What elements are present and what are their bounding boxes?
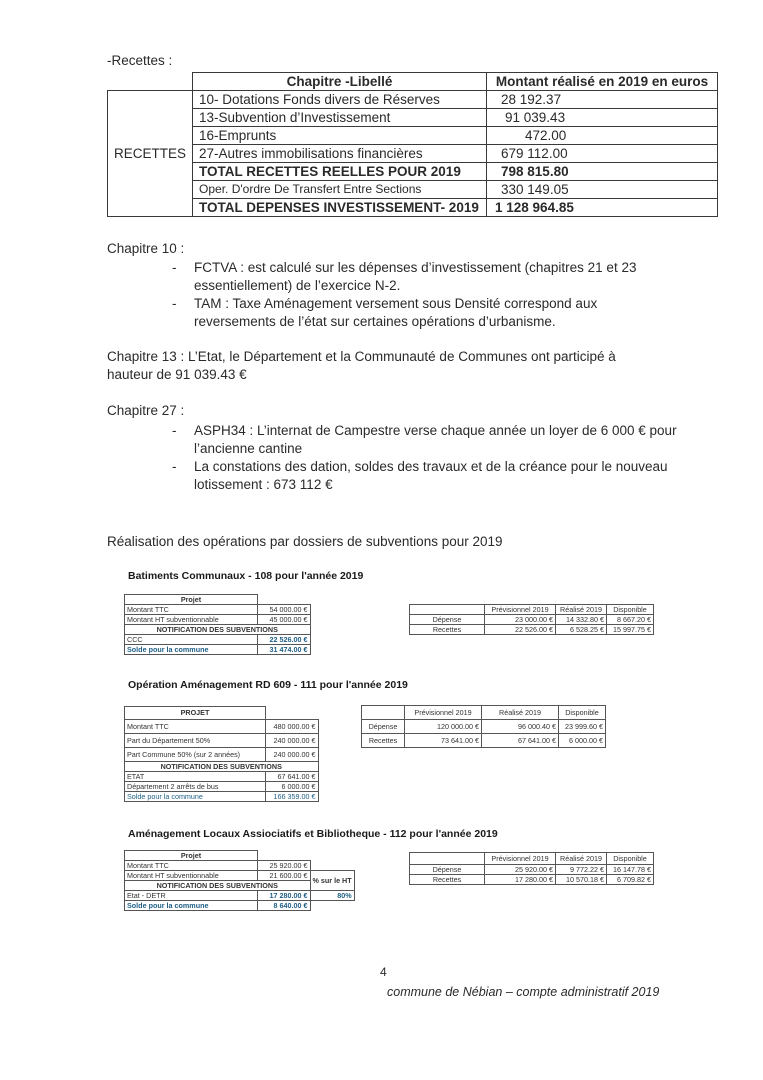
- table-row: Montant TTC 25 920.00 €: [125, 861, 355, 871]
- page-number: 4: [380, 965, 387, 979]
- table-row-total: [108, 199, 718, 217]
- pct-header: % sur le HT: [310, 871, 354, 891]
- table-row: Dépense 120 000.00 € 96 000.40 € 23 999.60 €: [362, 720, 606, 734]
- projet-table-batiments: [124, 594, 311, 655]
- table-row: Etat - DETR 17 280.00 € 80%: [125, 891, 355, 901]
- table-row: Part du Département 50% 240 000.00 €: [125, 734, 319, 748]
- row-amount: 28 192.37: [487, 91, 718, 109]
- table-row: CCC 22 526.00 €: [125, 635, 311, 645]
- dash-bullet: -: [172, 296, 177, 311]
- notification-header: NOTIFICATION DES SUBVENTIONS: [125, 762, 319, 772]
- table-row: Montant HT subventionnable 45 000.00 €: [125, 615, 311, 625]
- row-label: 16-Emprunts: [193, 127, 487, 145]
- budget-table-locaux: [409, 852, 654, 885]
- row-amount: 798 815.80: [487, 163, 718, 181]
- table-row: Montant TTC 54 000.00 €: [125, 605, 311, 615]
- budget-table-rd609: [361, 705, 606, 748]
- budget-table-batiments: [409, 604, 654, 635]
- chapitre10-title: Chapitre 10 :: [107, 241, 185, 256]
- table-row: Recettes 17 280.00 € 10 570.18 € 6 709.82 €: [410, 875, 654, 885]
- projet-header: PROJET: [125, 707, 266, 720]
- projet-header: Projet: [125, 595, 258, 605]
- table-row: Recettes 22 526.00 € 6 528.25 € 15 997.75 €: [410, 625, 654, 635]
- row-label: 13-Subvention d’Investissement: [193, 109, 487, 127]
- chapitre10-list: [172, 259, 637, 331]
- projet-table-rd609: [124, 706, 319, 802]
- recettes-heading: -Recettes :: [107, 53, 173, 68]
- projet-table-locaux: [124, 850, 355, 911]
- notification-header: NOTIFICATION DES SUBVENTIONS: [125, 625, 311, 635]
- table-row: [108, 181, 718, 199]
- table-row: Recettes 73 641.00 € 67 641.00 € 6 000.00 €: [362, 734, 606, 748]
- list-item: - TAM : Taxe Aménagement versement sous Densité correspond aux reversements de l’état sur certaines opérations d’urbanisme.: [172, 296, 598, 329]
- budget-header-row: Prévisionnel 2019 Réalisé 2019 Disponible: [362, 706, 606, 720]
- dash-bullet: -: [172, 459, 177, 474]
- table-row: Dépense 23 000.00 € 14 332.80 € 8 667.20 €: [410, 615, 654, 625]
- section-title-rd609: Opération Aménagement RD 609 - 111 pour l'année 2019: [128, 679, 408, 691]
- header-chapitre: Chapitre -Libellé: [193, 73, 487, 91]
- row-amount: 679 112.00: [487, 145, 718, 163]
- section-title-batiments: Batiments Communaux - 108 pour l'année 2019: [128, 570, 364, 582]
- solde-row: Solde pour la commune 31 474.00 €: [125, 645, 311, 655]
- chapitre13-paragraph: Chapitre 13 : L’Etat, le Département et la Communauté de Communes ont participé à hauteur de 91 039.43 €: [107, 349, 616, 382]
- dash-bullet: -: [172, 423, 177, 438]
- budget-header-row: Prévisionnel 2019 Réalisé 2019 Disponible: [410, 853, 654, 865]
- table-row: Dépense 25 920.00 € 9 772.22 € 16 147.78 €: [410, 865, 654, 875]
- table-row: ETAT 67 641.00 €: [125, 772, 319, 782]
- chapitre27-list: [172, 422, 677, 494]
- table-row: [108, 109, 718, 127]
- chapitre27-title: Chapitre 27 :: [107, 403, 185, 418]
- table-row: [108, 91, 718, 109]
- projet-header: Projet: [125, 851, 258, 861]
- footer-title: commune de Nébian – compte administratif 2019: [387, 985, 660, 999]
- realisation-title: Réalisation des opérations par dossiers de subventions pour 2019: [107, 534, 503, 549]
- table-row: Montant TTC 480 000.00 €: [125, 720, 319, 734]
- table-row: Part Commune 50% (sur 2 années) 240 000.00 €: [125, 748, 319, 762]
- row-amount: 472.00: [487, 127, 718, 145]
- table-row: Département 2 arrêts de bus 6 000.00 €: [125, 782, 319, 792]
- list-item: - La constations des dation, soldes des travaux et de la créance pour le nouveau lotissement : 673 112 €: [172, 459, 668, 492]
- row-label: 10- Dotations Fonds divers de Réserves: [193, 91, 487, 109]
- list-item: - FCTVA : est calculé sur les dépenses d’investissement (chapitres 21 et 23 essentiellement) de l’exercice N-2.: [172, 260, 637, 293]
- header-montant: Montant réalisé en 2019 en euros: [487, 73, 718, 91]
- solde-row: Solde pour la commune 8 640.00 €: [125, 901, 355, 911]
- dash-bullet: -: [172, 260, 177, 275]
- notification-header: NOTIFICATION DES SUBVENTIONS: [125, 881, 311, 891]
- row-label: 27-Autres immobilisations financières: [193, 145, 487, 163]
- row-amount: 1 128 964.85: [487, 199, 718, 217]
- solde-row: Solde pour la commune 166 359.00 €: [125, 792, 319, 802]
- list-item: - ASPH34 : L’internat de Campestre verse chaque année un loyer de 6 000 € pour l’ancienne cantine: [172, 423, 677, 456]
- row-amount: 330 149.05: [487, 181, 718, 199]
- table-row: Montant HT subventionnable 21 600.00 € % sur le HT: [125, 871, 355, 881]
- table-row: [108, 127, 718, 145]
- table-header-row: [108, 73, 718, 91]
- row-label: Oper. D'ordre De Transfert Entre Sections: [193, 181, 487, 199]
- row-label: TOTAL DEPENSES INVESTISSEMENT- 2019: [193, 199, 487, 217]
- table-row: [108, 145, 718, 163]
- group-label-recettes: RECETTES: [108, 91, 193, 217]
- budget-header-row: Prévisionnel 2019 Réalisé 2019 Disponible: [410, 605, 654, 615]
- row-label: TOTAL RECETTES REELLES POUR 2019: [193, 163, 487, 181]
- row-amount: 91 039.43: [487, 109, 718, 127]
- section-title-locaux: Aménagement Locaux Assiociatifs et Bibliotheque - 112 pour l'année 2019: [128, 828, 498, 840]
- recettes-table: [107, 72, 718, 217]
- table-row-total: [108, 163, 718, 181]
